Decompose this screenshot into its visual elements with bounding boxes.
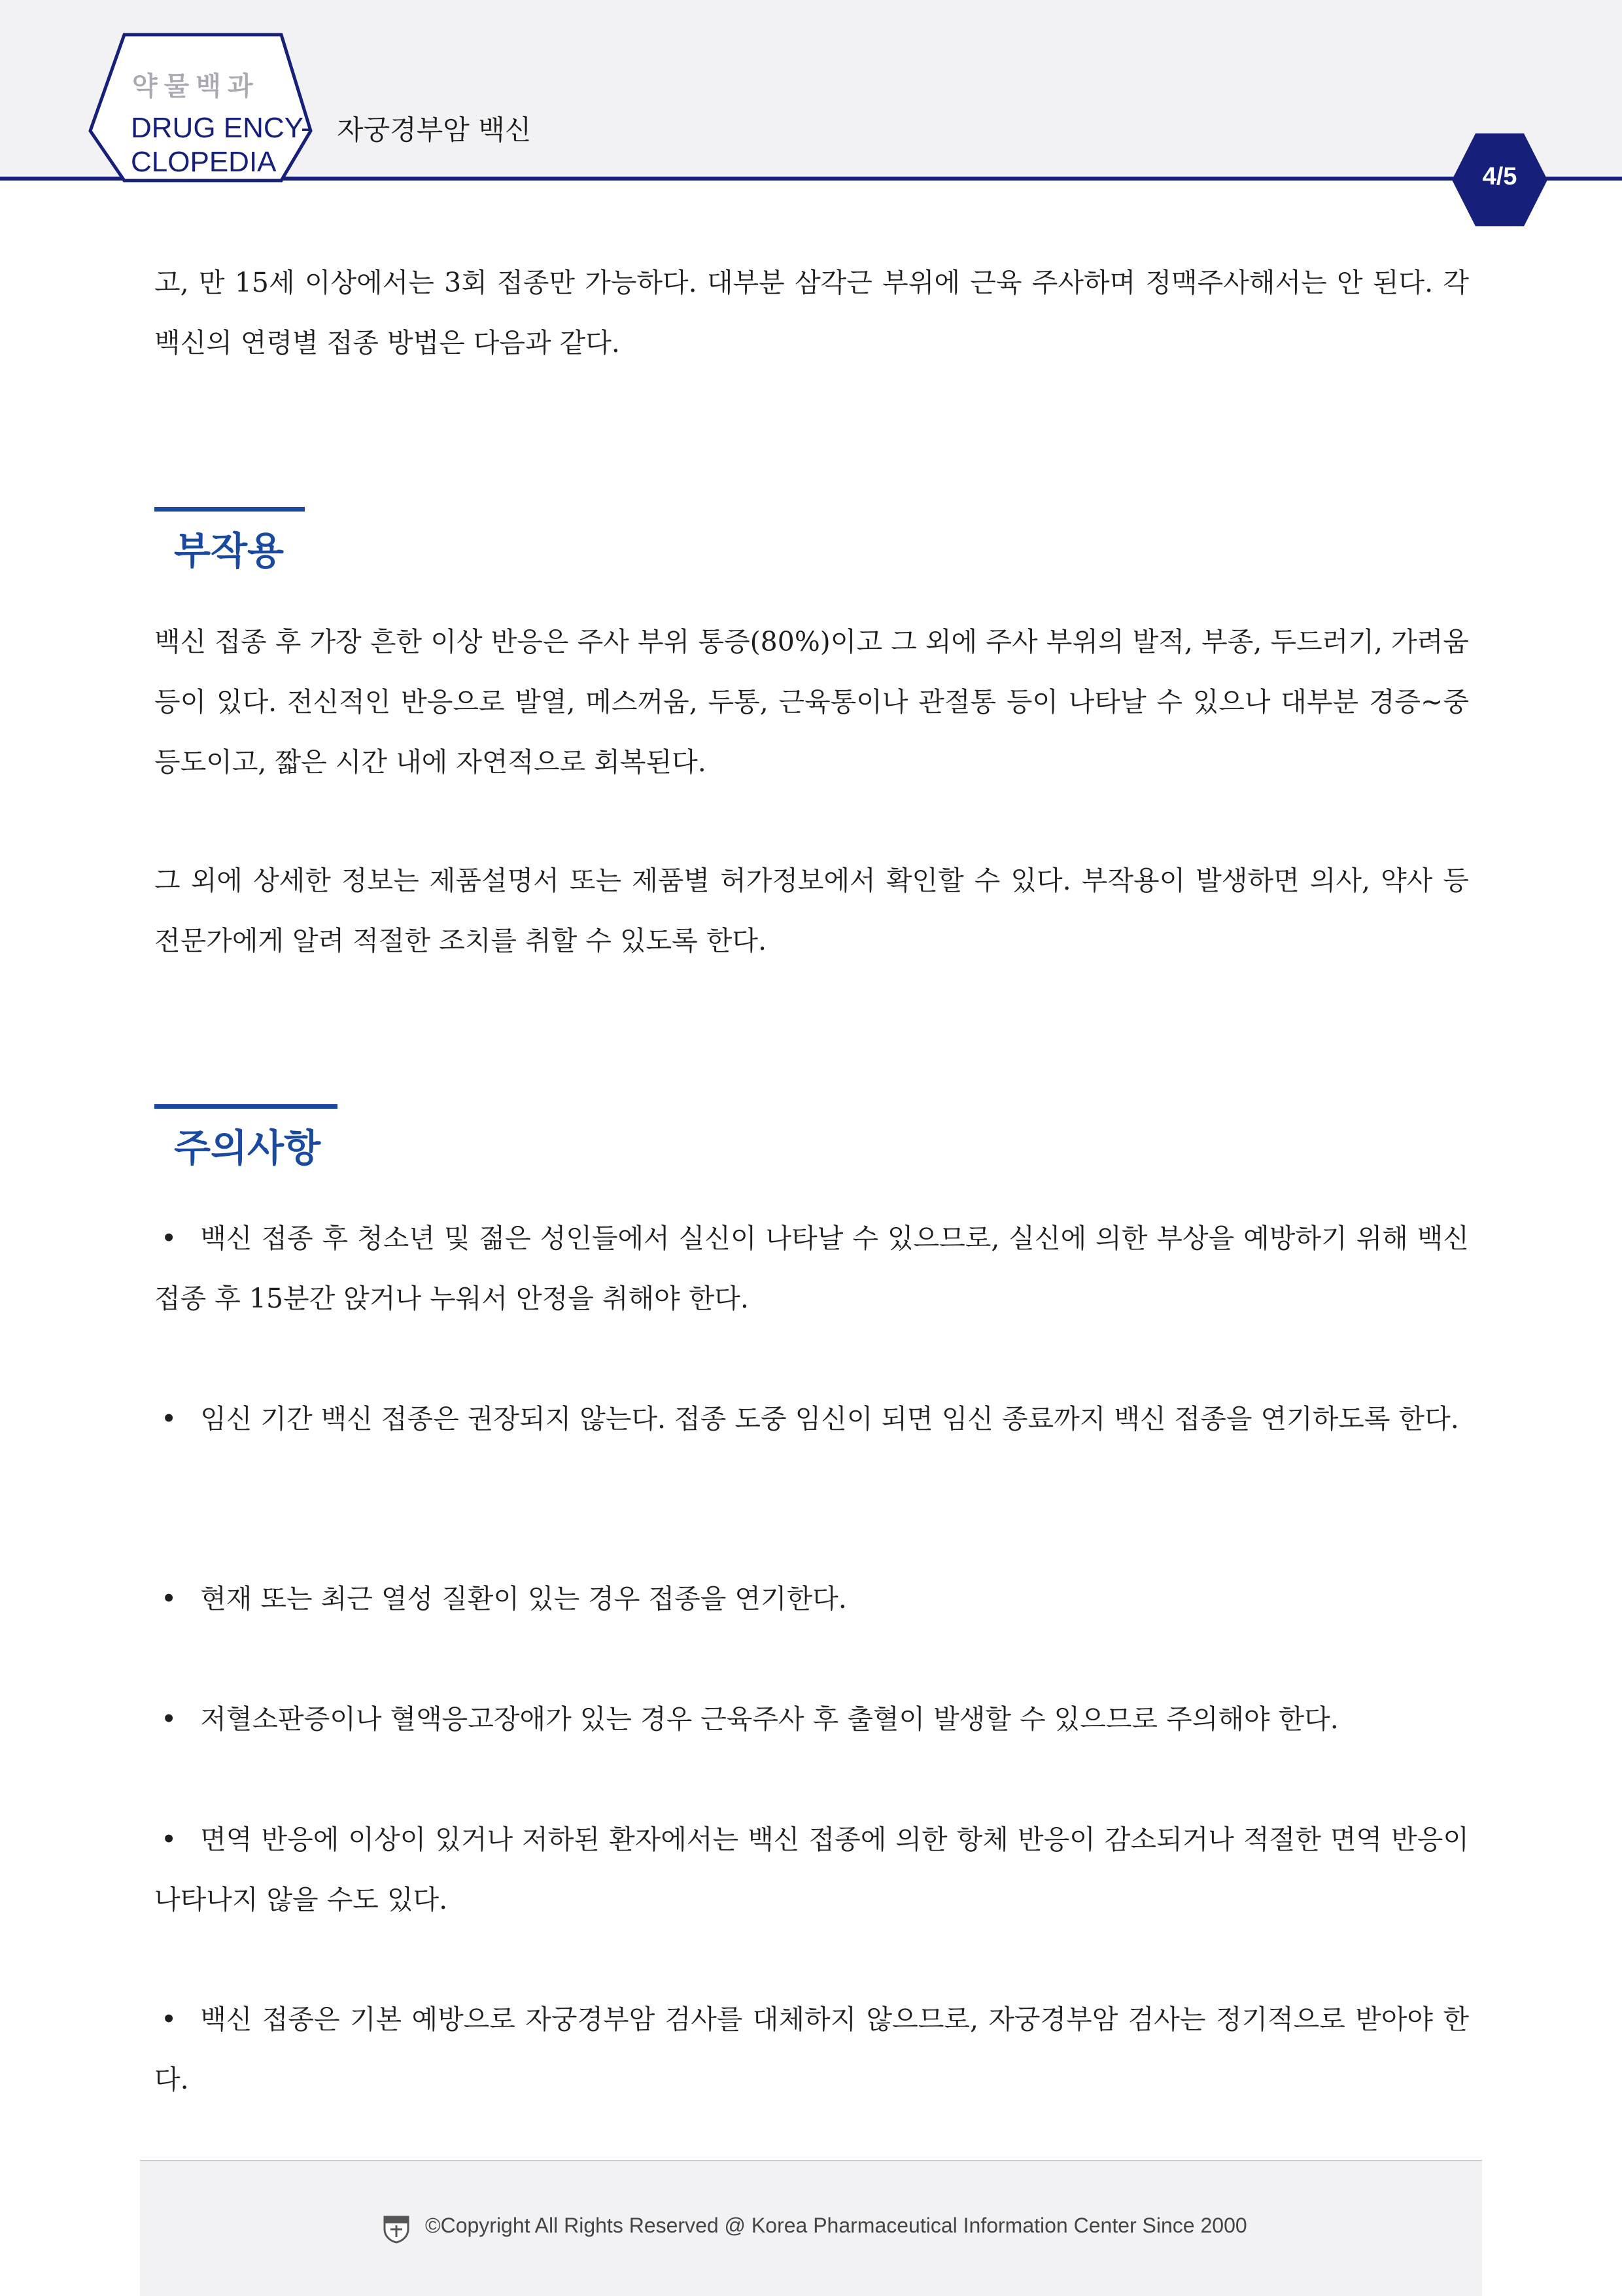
bullet-dot: • bbox=[161, 1223, 177, 1254]
logo-english-line2: CLOPEDIA bbox=[131, 146, 277, 178]
bullet-dot: • bbox=[161, 1703, 177, 1735]
side-effects-title: 부작용 bbox=[174, 529, 285, 573]
precaution-item bbox=[154, 1569, 1469, 1629]
logo-english-line1: DRUG ENCY- bbox=[131, 112, 311, 144]
footer-copyright: ©Copyright All Rights Reserved @ Korea Pharmaceutical Information Center Since 2000 bbox=[425, 2214, 1247, 2237]
bullet-dot: • bbox=[161, 1824, 177, 1855]
precaution-text: 백신 접종 후 청소년 및 젊은 성인들에서 실신이 나타날 수 있으므로, 실신에 의한 부상을 예방하기 위해 백신 접종 후 15분간 앉거나 누워서 안정을 취해야 한다. bbox=[154, 1223, 1469, 1314]
precaution-item bbox=[154, 1389, 1469, 1449]
logo-english-text bbox=[131, 111, 311, 179]
precaution-text: 백신 접종은 기본 예방으로 자궁경부암 검사를 대체하지 않으므로, 자궁경부암 검사는 정기적으로 받아야 한다. bbox=[154, 2004, 1469, 2095]
precaution-item bbox=[154, 1689, 1469, 1749]
intro-paragraph: 고, 만 15세 이상에서는 3회 접종만 가능하다. 대부분 삼각근 부위에 근육 주사하며 정맥주사해서는 안 된다. 각 백신의 연령별 접종 방법은 다음과 같다. bbox=[154, 267, 1469, 358]
precautions-bar bbox=[154, 1104, 337, 1109]
precaution-text: 저혈소판증이나 혈액응고장애가 있는 경우 근육주사 후 출혈이 발생할 수 있으므로 주의해야 한다. bbox=[200, 1703, 1339, 1735]
precaution-item bbox=[154, 1208, 1469, 1329]
side-effects-bar bbox=[154, 507, 305, 512]
page-number: 4/5 bbox=[1482, 163, 1517, 190]
precautions-title: 주의사항 bbox=[174, 1126, 321, 1170]
bullet-dot: • bbox=[161, 2004, 177, 2035]
precaution-item bbox=[154, 1989, 1469, 2110]
side-effects-paragraph: 그 외에 상세한 정보는 제품설명서 또는 제품별 허가정보에서 확인할 수 있다. 부작용이 발생하면 의사, 약사 등 전문가에게 알려 적절한 조치를 취할 수 있도록 한다. bbox=[154, 865, 1469, 956]
document-title: 자궁경부암 백신 bbox=[337, 114, 532, 146]
bullet-dot: • bbox=[161, 1583, 177, 1614]
bullet-dot: • bbox=[161, 1403, 177, 1435]
shield-icon bbox=[383, 2215, 410, 2244]
logo-korean-text: 약물백과 bbox=[132, 71, 260, 101]
precaution-text: 임신 기간 백신 접종은 권장되지 않는다. 접종 도중 임신이 되면 임신 종료까지 백신 접종을 연기하도록 한다. bbox=[200, 1403, 1459, 1435]
precaution-item bbox=[154, 1809, 1469, 1930]
precaution-text: 면역 반응에 이상이 있거나 저하된 환자에서는 백신 접종에 의한 항체 반응이 감소되거나 적절한 면역 반응이 나타나지 않을 수도 있다. bbox=[154, 1824, 1469, 1915]
side-effects-paragraph: 백신 접종 후 가장 흔한 이상 반응은 주사 부위 통증(80%)이고 그 외에 주사 부위의 발적, 부종, 두드러기, 가려움 등이 있다. 전신적인 반응으로 발열, 메스꺼움, 두통, 근육통이나 관절통 등이 나타날 수 있으나 대부분 경증~중등도이고, 짧은 시간 내에 자연적으로 회복된다. bbox=[154, 626, 1469, 778]
precaution-text: 현재 또는 최근 열성 질환이 있는 경우 접종을 연기한다. bbox=[200, 1583, 847, 1614]
